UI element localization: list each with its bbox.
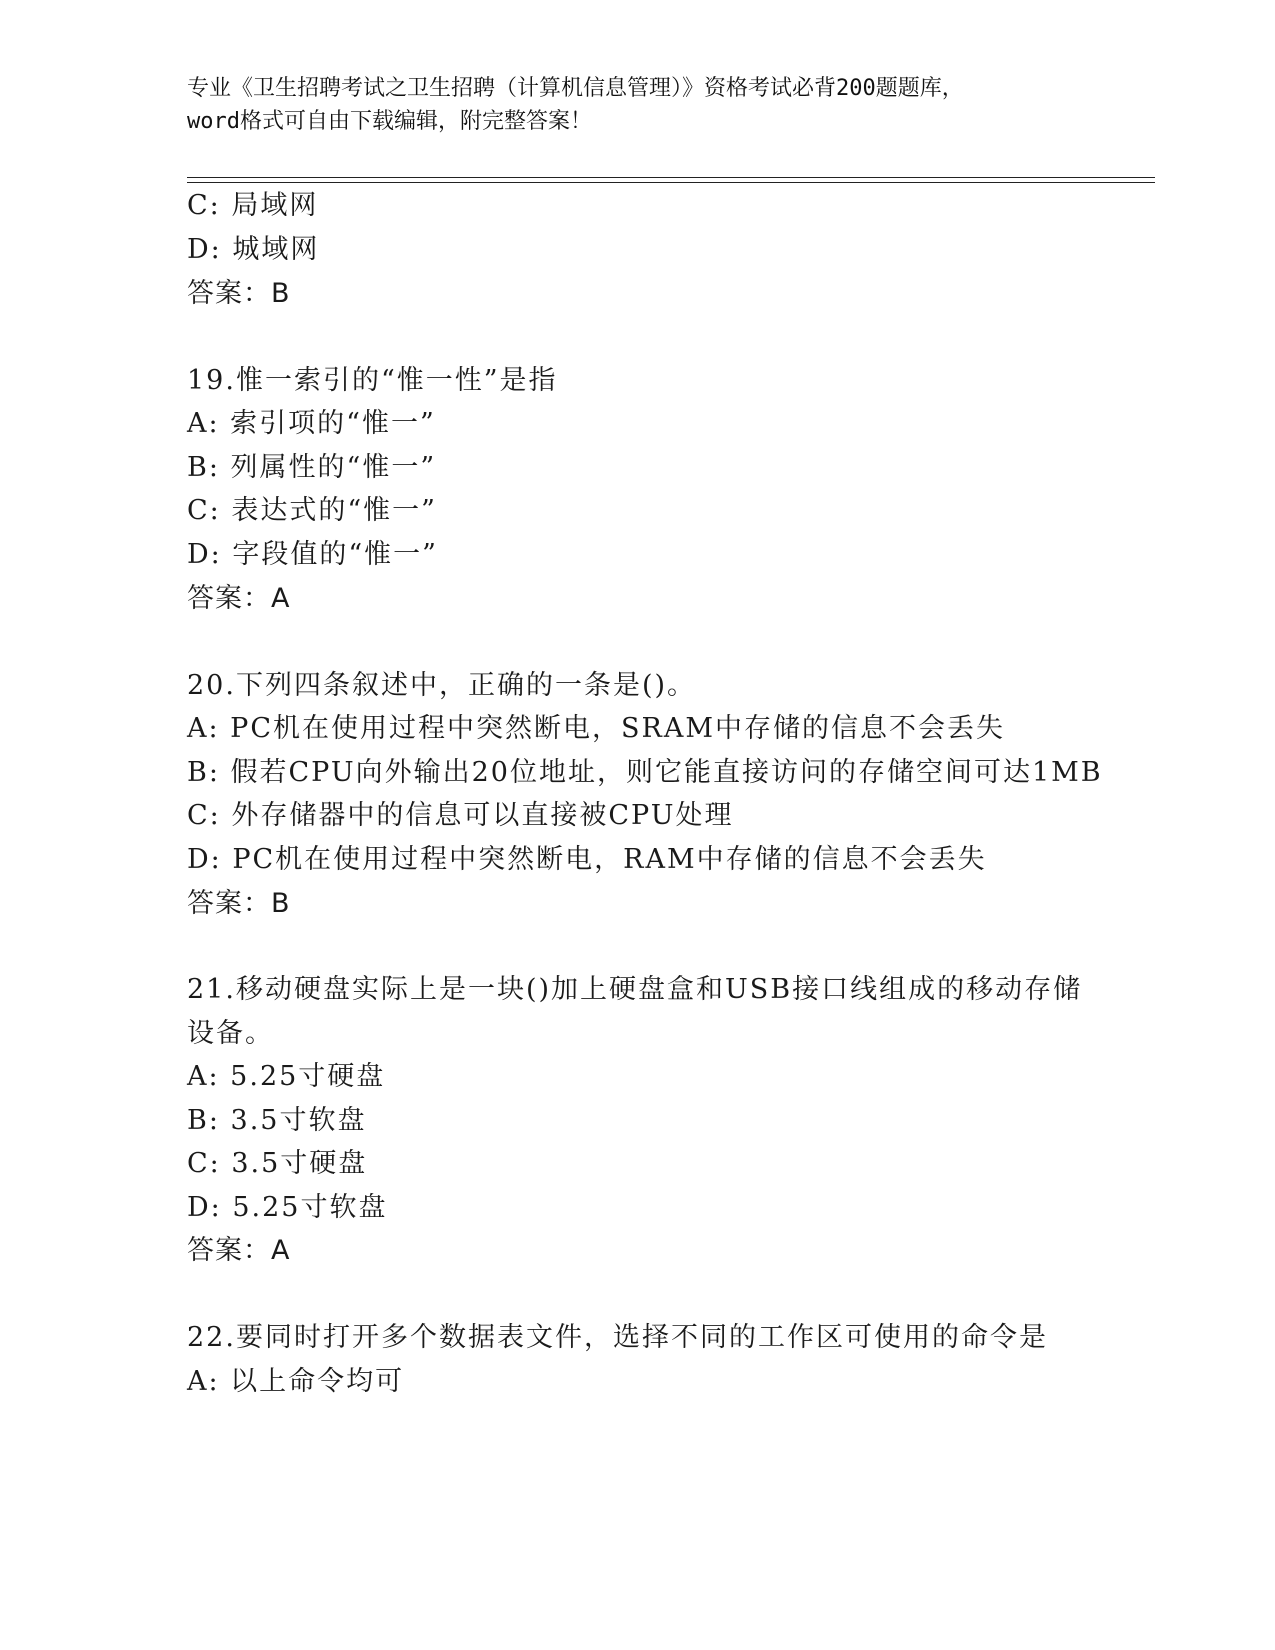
option-a: A: 索引项的“惟一” bbox=[187, 408, 436, 439]
question-21: 21.移动硬盘实际上是一块()加上硬盘盒和USB接口线组成的移动存储 bbox=[187, 974, 1083, 1005]
option-d: D: 城域网 bbox=[187, 234, 320, 265]
question-21-continued: 设备。 bbox=[187, 1018, 274, 1049]
header-line-1: 专业《卫生招聘考试之卫生招聘（计算机信息管理）》资格考试必背200题题库， bbox=[187, 76, 964, 101]
option-a: A: 5.25寸硬盘 bbox=[187, 1061, 386, 1092]
option-d: D: PC机在使用过程中突然断电，RAM中存储的信息不会丢失 bbox=[187, 844, 987, 875]
option-b: B: 3.5寸软盘 bbox=[187, 1105, 367, 1136]
question-19: 19.惟一索引的“惟一性”是指 bbox=[187, 365, 558, 396]
header-rule-top bbox=[187, 177, 1155, 178]
answer: 答案：A bbox=[187, 583, 291, 614]
option-b: B: 假若CPU向外输出20位地址，则它能直接访问的存储空间可达1MB bbox=[187, 757, 1103, 788]
option-c: C: 外存储器中的信息可以直接被CPU处理 bbox=[187, 800, 734, 831]
question-20: 20.下列四条叙述中，正确的一条是()。 bbox=[187, 670, 697, 701]
answer: 答案：B bbox=[187, 278, 291, 309]
option-d: D: 5.25寸软盘 bbox=[187, 1192, 388, 1223]
option-c: C: 表达式的“惟一” bbox=[187, 495, 437, 526]
header-line-2: word格式可自由下载编辑，附完整答案！ bbox=[187, 109, 592, 134]
option-a: A: PC机在使用过程中突然断电，SRAM中存储的信息不会丢失 bbox=[187, 713, 1005, 744]
option-a: A: 以上命令均可 bbox=[187, 1366, 405, 1397]
option-d: D: 字段值的“惟一” bbox=[187, 539, 438, 570]
answer: 答案：B bbox=[187, 888, 291, 919]
page-header bbox=[187, 72, 1087, 138]
option-c: C: 局域网 bbox=[187, 190, 319, 221]
header-rule-bottom bbox=[187, 182, 1155, 183]
answer: 答案：A bbox=[187, 1235, 291, 1266]
option-c: C: 3.5寸硬盘 bbox=[187, 1148, 368, 1179]
question-22: 22.要同时打开多个数据表文件，选择不同的工作区可使用的命令是 bbox=[187, 1322, 1048, 1353]
option-b: B: 列属性的“惟一” bbox=[187, 452, 437, 483]
